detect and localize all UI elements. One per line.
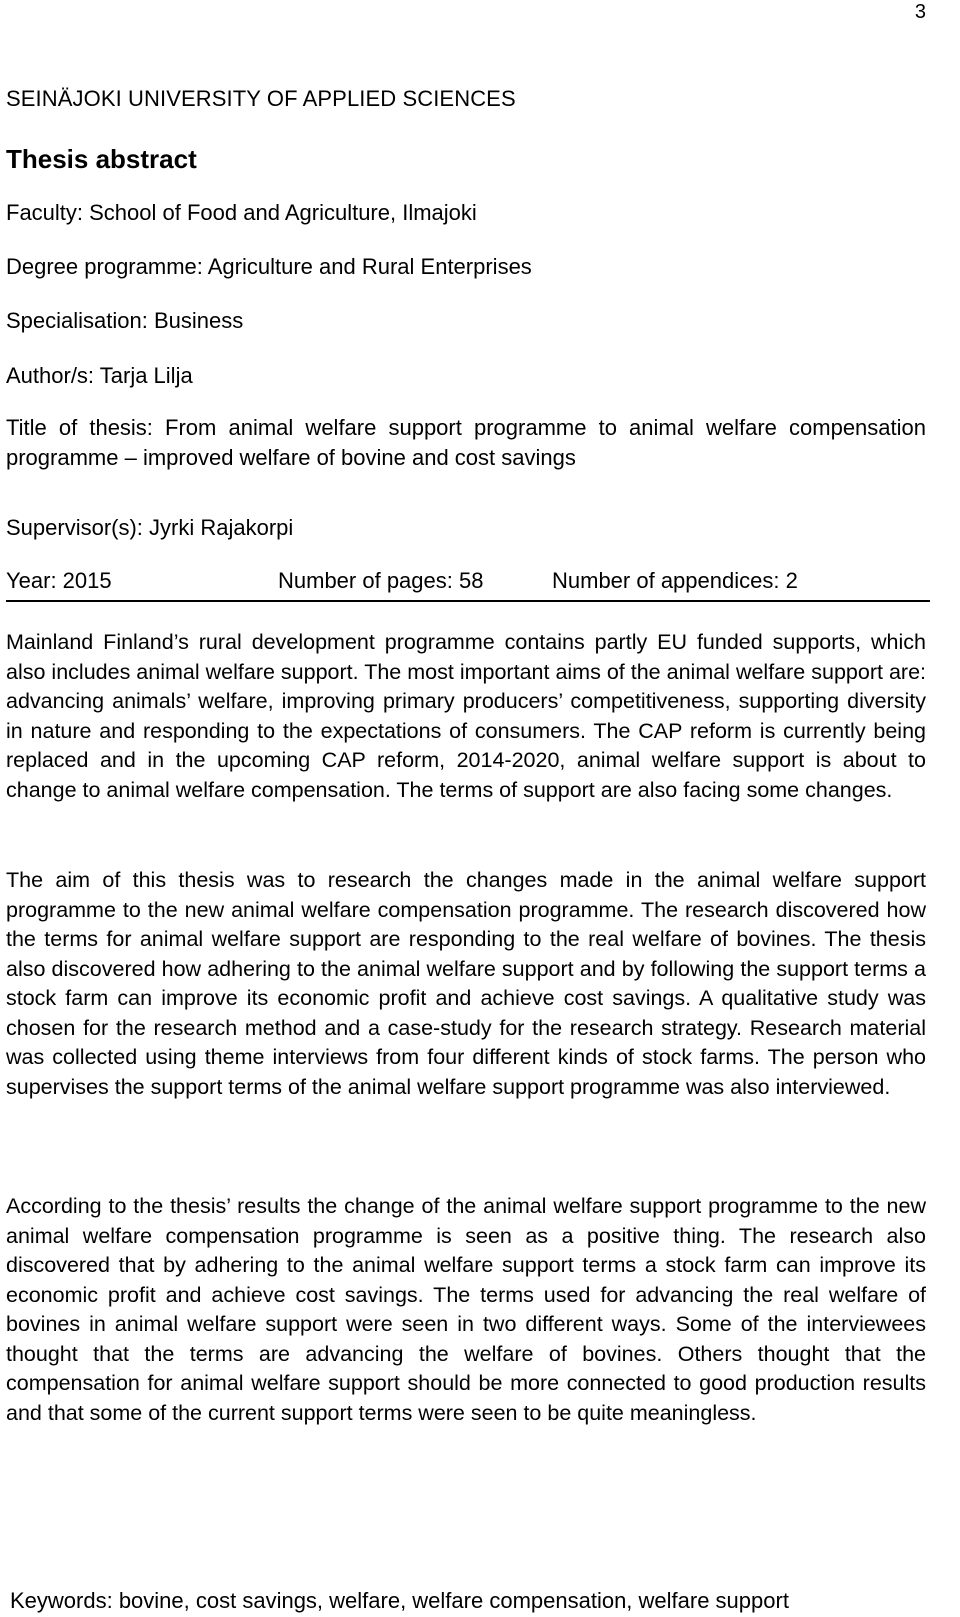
- number-of-pages: Number of pages: 58: [278, 568, 484, 593]
- thesis-title: Title of thesis: From animal welfare support programme to animal welfare compensation programme – improved welfare of bovine and cost savings: [6, 415, 926, 470]
- abstract-paragraph-2: The aim of this thesis was to research the changes made in the animal welfare support programme to the new animal welfare compensation programme. The research discovered how the terms for animal welfare support are responding to the real welfare of bovines. The thesis also discovered how adhering to the animal welfare support and by following the support terms a stock farm can improve its economic profit and achieve cost savings. A qualitative study was chosen for the research method and a case-study for the research strategy. Research material was collected using theme interviews from four different kinds of stock farms. The person who supervises the support terms of the animal welfare support programme was also interviewed.: [6, 868, 926, 1099]
- document-title: Thesis abstract: [6, 144, 197, 174]
- divider-rule: [6, 600, 930, 602]
- specialisation: Specialisation: Business: [6, 308, 244, 333]
- supervisors: Supervisor(s): Jyrki Rajakorpi: [6, 515, 294, 540]
- keywords: Keywords: bovine, cost savings, welfare, welfare compensation, welfare support: [10, 1588, 789, 1613]
- faculty: Faculty: School of Food and Agriculture, Ilmajoki: [6, 200, 477, 225]
- institution-name: SEINÄJOKI UNIVERSITY OF APPLIED SCIENCES: [6, 86, 516, 111]
- number-of-appendices: Number of appendices: 2: [552, 568, 798, 593]
- degree-programme: Degree programme: Agriculture and Rural Enterprises: [6, 254, 532, 279]
- abstract-paragraph-1: Mainland Finland’s rural development programme contains partly EU funded supports, which also includes animal welfare support. The most important aims of the animal welfare support are: advancing animals’ welfare, improving primary producers’ competitiveness, supporting diversity in nature and responding to the expectations of consumers. The CAP reform is currently being replaced and in the upcoming CAP reform, 2014-2020, animal welfare support is about to change to animal welfare compensation. The terms of support are also facing some changes.: [6, 630, 926, 802]
- page-number: 3: [914, 1, 926, 23]
- abstract-paragraph-3: According to the thesis’ results the change of the animal welfare support programme to the new animal welfare compensation programme is seen as a positive thing. The research also discovered that by adhering to the animal welfare support terms a stock farm can improve its economic profit and achieve cost savings. The terms used for advancing the real welfare of bovines in animal welfare support were seen in two different ways. Some of the interviewees thought that the terms are advancing the welfare of bovines. Others thought that the compensation for animal welfare support should be more connected to good production results and that some of the current support terms were seen to be quite meaningless.: [6, 1194, 926, 1425]
- thesis-stats-row: [6, 568, 930, 596]
- year: Year: 2015: [6, 568, 112, 593]
- authors: Author/s: Tarja Lilja: [6, 363, 193, 388]
